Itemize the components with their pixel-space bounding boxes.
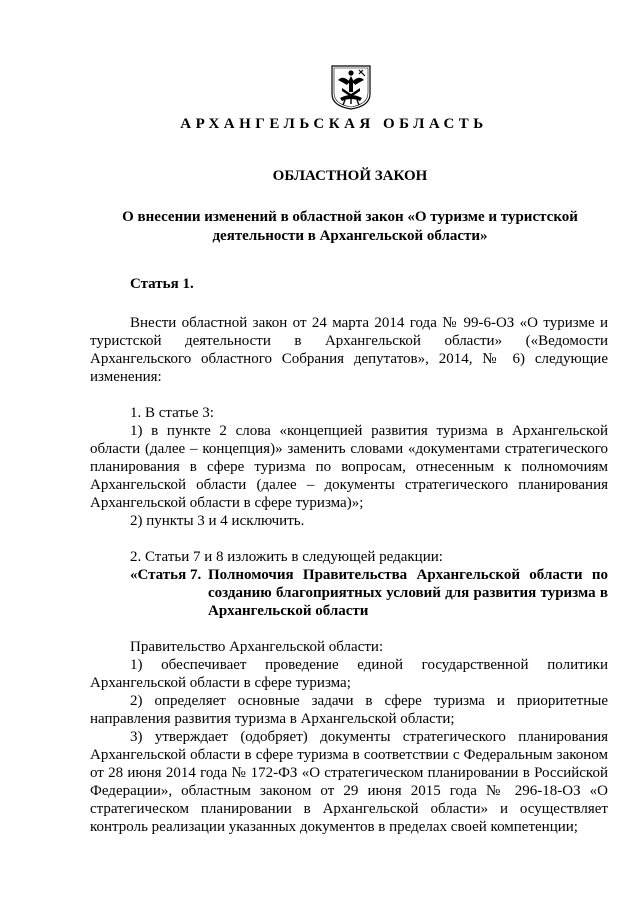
item-1-subitem-1: 1) в пункте 2 слова «концепцией развития туризма в Архангельской области (далее – концепция)» заменить словами «документами стратегического планирования в сфере туризма по вопросам, отнесенным к полномочиям Архангельской области (далее – документы стратегического планирования Архангельской области в сфере туризма)»; [90, 423, 608, 511]
law-type: ОБЛАСТНОЙ ЗАКОН [272, 168, 428, 184]
government-intro: Правительство Архангельской области: [130, 639, 384, 655]
document-body [90, 275, 608, 836]
coat-of-arms-icon [330, 64, 372, 110]
government-item-3: 3) утверждает (одобряет) документы стратегического планирования Архангельской области в сфере туризма в соответствии с Федеральным законом от 28 июня 2014 года № 172-ФЗ «О стратегическом планировании в Российской Федерации», областным законом от 29 июня 2015 года № 296-18-ОЗ «О стратегическом планировании в Архангельской области» и осуществляет контроль реализации указанных документов в пределах своей компетенции; [90, 729, 608, 835]
law-title: О внесении изменений в областной закон «О туризме и туристской деятельности в Архангельской области» [122, 209, 578, 244]
region-name: АРХАНГЕЛЬСКАЯ ОБЛАСТЬ [180, 116, 488, 132]
article-7-heading [90, 566, 608, 620]
article-7-title: Полномочия Правительства Архангельской области по созданию благоприятных условий для развития туризма в Архангельской области [208, 567, 608, 619]
government-item-2: 2) определяет основные задачи в сфере туризма и приоритетные направления развития туризма в Архангельской области; [90, 693, 608, 727]
article-heading: Статья 1. [130, 276, 194, 292]
article-intro: Внести областной закон от 24 марта 2014 года № 99-6-ОЗ «О туризме и туристской деятельности в Архангельской области» («Ведомости Архангельского областного Собрания депутатов», 2014, № 6) следующие изменения: [90, 315, 608, 385]
government-item-1: 1) обеспечивает проведение единой государственной политики Архангельской области в сфере туризма; [90, 657, 608, 691]
item-1-title: 1. В статье 3: [130, 405, 214, 421]
item-2-title: 2. Статьи 7 и 8 изложить в следующей редакции: [130, 549, 443, 565]
article-7-number: «Статья 7. [130, 567, 202, 583]
item-1-subitem-2: 2) пункты 3 и 4 исключить. [130, 513, 305, 529]
